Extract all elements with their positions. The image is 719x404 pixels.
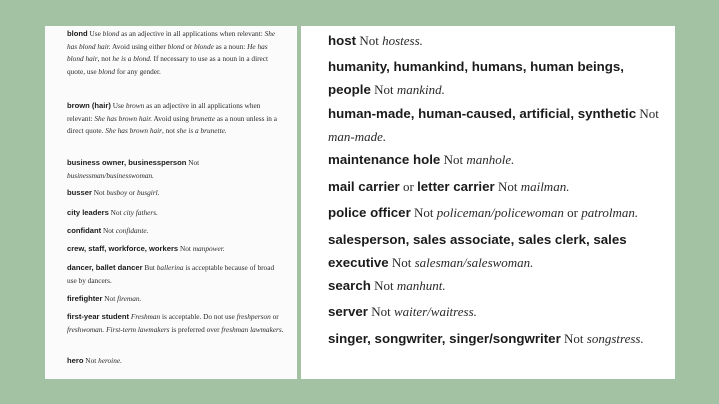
entry-confidant: confidant Not confidante. — [67, 226, 149, 235]
entry-singer: singer, songwriter, singer/songwriter Not songstress. — [328, 331, 644, 346]
entry-term: crew, staff, workforce, workers — [67, 244, 179, 253]
entry-term: hero — [67, 356, 84, 365]
entry-term: city leaders — [67, 208, 109, 217]
entry-term: server — [328, 304, 368, 319]
entry-term: brown (hair) — [67, 101, 111, 110]
entry-mail-carrier: mail carrier or letter carrier Not mailman. — [328, 179, 570, 194]
entry-dancer: dancer, ballet dancer But ballerina is acceptable because of broad use by dancers. — [67, 263, 275, 285]
entry-salesperson: salesperson, sales associate, sales clerk, sales executive Not salesman/saleswoman. — [328, 232, 627, 270]
entry-human-made: human-made, human-caused, artificial, synthetic Not man-made. — [328, 106, 659, 144]
entry-host: host Not hostess. — [328, 33, 423, 48]
entry-term: singer, songwriter, singer/songwriter — [328, 331, 561, 346]
entry-city-leaders: city leaders Not city fathers. — [67, 208, 158, 217]
entry-crew: crew, staff, workforce, workers Not manpower. — [67, 244, 225, 253]
entry-term: search — [328, 278, 371, 293]
left-page-panel — [45, 26, 297, 379]
entry-busser: busser Not busboy or busgirl. — [67, 188, 160, 197]
right-page-panel — [301, 26, 675, 379]
entry-term: salesperson, sales associate, sales clerk, sales executive — [328, 232, 627, 270]
entry-term: humanity, humankind, humans, human beings, people — [328, 59, 625, 97]
entry-server: server Not waiter/waitress. — [328, 304, 477, 319]
entry-term: mail carrier — [328, 179, 400, 194]
entry-police-officer: police officer Not policeman/policewoman or patrolman. — [328, 205, 639, 220]
entry-hero: hero Not heroine. — [67, 356, 122, 365]
entry-business-owner: business owner, businessperson Not businessman/businesswoman. — [67, 158, 200, 180]
entry-maintenance-hole: maintenance hole Not manhole. — [328, 152, 515, 167]
entry-term: blond — [67, 29, 88, 38]
entry-term: human-made, human-caused, artificial, synthetic — [328, 106, 637, 121]
entry-term: firefighter — [67, 294, 103, 303]
entry-term: business owner, businessperson — [67, 158, 187, 167]
entry-term: police officer — [328, 205, 411, 220]
entry-blond: blond Use blond as an adjective in all applications when relevant: She has blond hair. Avoid using either blond or blonde as a noun: He has blond hair, not he is a blond. If necessary to use as a noun in a direct quote, use blond for any gender. — [67, 29, 276, 76]
entry-term: dancer, ballet dancer — [67, 263, 143, 272]
entry-first-year-student: first-year student Freshman is acceptable. Do not use freshperson or freshwoman. First-term lawmakers is preferred over freshman lawmakers. — [67, 312, 284, 334]
entry-term: letter carrier — [417, 179, 495, 194]
entry-term: busser — [67, 188, 92, 197]
entry-humanity: humanity, humankind, humans, human beings, people Not mankind. — [328, 59, 625, 97]
entry-term: maintenance hole — [328, 152, 441, 167]
entry-term: host — [328, 33, 357, 48]
entry-firefighter: firefighter Not fireman. — [67, 294, 142, 303]
entry-brown-hair: brown (hair) Use brown as an adjective in all applications when relevant: She has brown hair. Avoid using brunette as a noun unless in a direct quote. She has brown hair, not she is a brunette. — [67, 101, 278, 135]
entry-term: first-year student — [67, 312, 130, 321]
entry-term: confidant — [67, 226, 102, 235]
entry-search: search Not manhunt. — [328, 278, 446, 293]
